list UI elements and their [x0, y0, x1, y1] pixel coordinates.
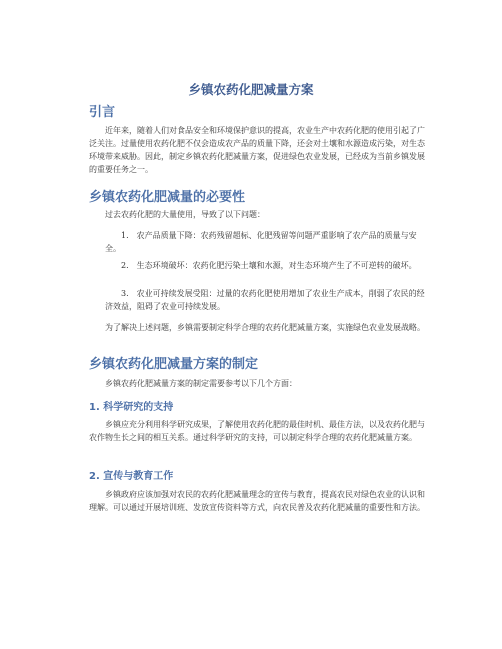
research-paragraph: 乡镇应充分利用科学研究成果，了解使用农药化肥的最佳时机、最佳方法，以及农药化肥与农作物生长之间的相互关系。通过科学研究的支持，可以制定科学合理的农药化肥减量方案。: [89, 420, 425, 442]
necessity-heading: 乡镇农药化肥减量的必要性: [89, 190, 246, 205]
sub-heading-education: 2. 宣传与教育工作: [89, 471, 174, 482]
intro-heading: 引言: [89, 105, 116, 120]
necessity-item-2: [89, 259, 430, 272]
intro-paragraph: 近年来，随着人们对食品安全和环境保护意识的提高，农业生产中农药化肥的使用引起了广泛关注。过量使用农药化肥不仅会造成农产品的质量下降，还会对土壤和水源造成污染，对生态环境带来威胁。因此，制定乡镇农药化肥减量方案，促进绿色农业发展，已经成为当前乡镇发展的重要任务之一。: [89, 126, 425, 174]
document-title: 乡镇农药化肥减量方案: [188, 82, 314, 97]
item-number: 2.: [121, 261, 129, 270]
formulation-heading: 乡镇农药化肥减量方案的制定: [89, 357, 259, 372]
necessity-item-3: [89, 287, 430, 313]
item-number: 3.: [121, 289, 129, 298]
item-number: 1.: [121, 231, 129, 240]
necessity-item-1: [89, 229, 430, 255]
formulation-lead: 乡镇农药化肥减量方案的制定需要参考以下几个方面：: [105, 379, 297, 388]
item-text: 农产品质量下降：农药残留超标、化肥残留等问题严重影响了农产品的质量与安全。: [105, 231, 417, 253]
item-text: 生态环境破坏：农药化肥污染土壤和水源，对生态环境产生了不可逆转的破坏。: [136, 261, 417, 270]
education-paragraph: 乡镇政府应该加强对农民的农药化肥减量理念的宣传与教育，提高农民对绿色农业的认识和理解。可以通过开展培训班、发放宣传资料等方式，向农民普及农药化肥减量的重要性和方法。: [89, 490, 425, 512]
item-text: 农业可持续发展受阻：过量的农药化肥使用增加了农业生产成本，削弱了农民的经济效益，阻碍了农业可持续发展。: [105, 289, 425, 311]
sub-heading-research: 1. 科学研究的支持: [89, 402, 174, 413]
necessity-lead: 过去农药化肥的大量使用，导致了以下问题：: [105, 210, 265, 219]
necessity-conclusion: 为了解决上述问题，乡镇需要制定科学合理的农药化肥减量方案，实施绿色农业发展战略。: [105, 323, 425, 332]
